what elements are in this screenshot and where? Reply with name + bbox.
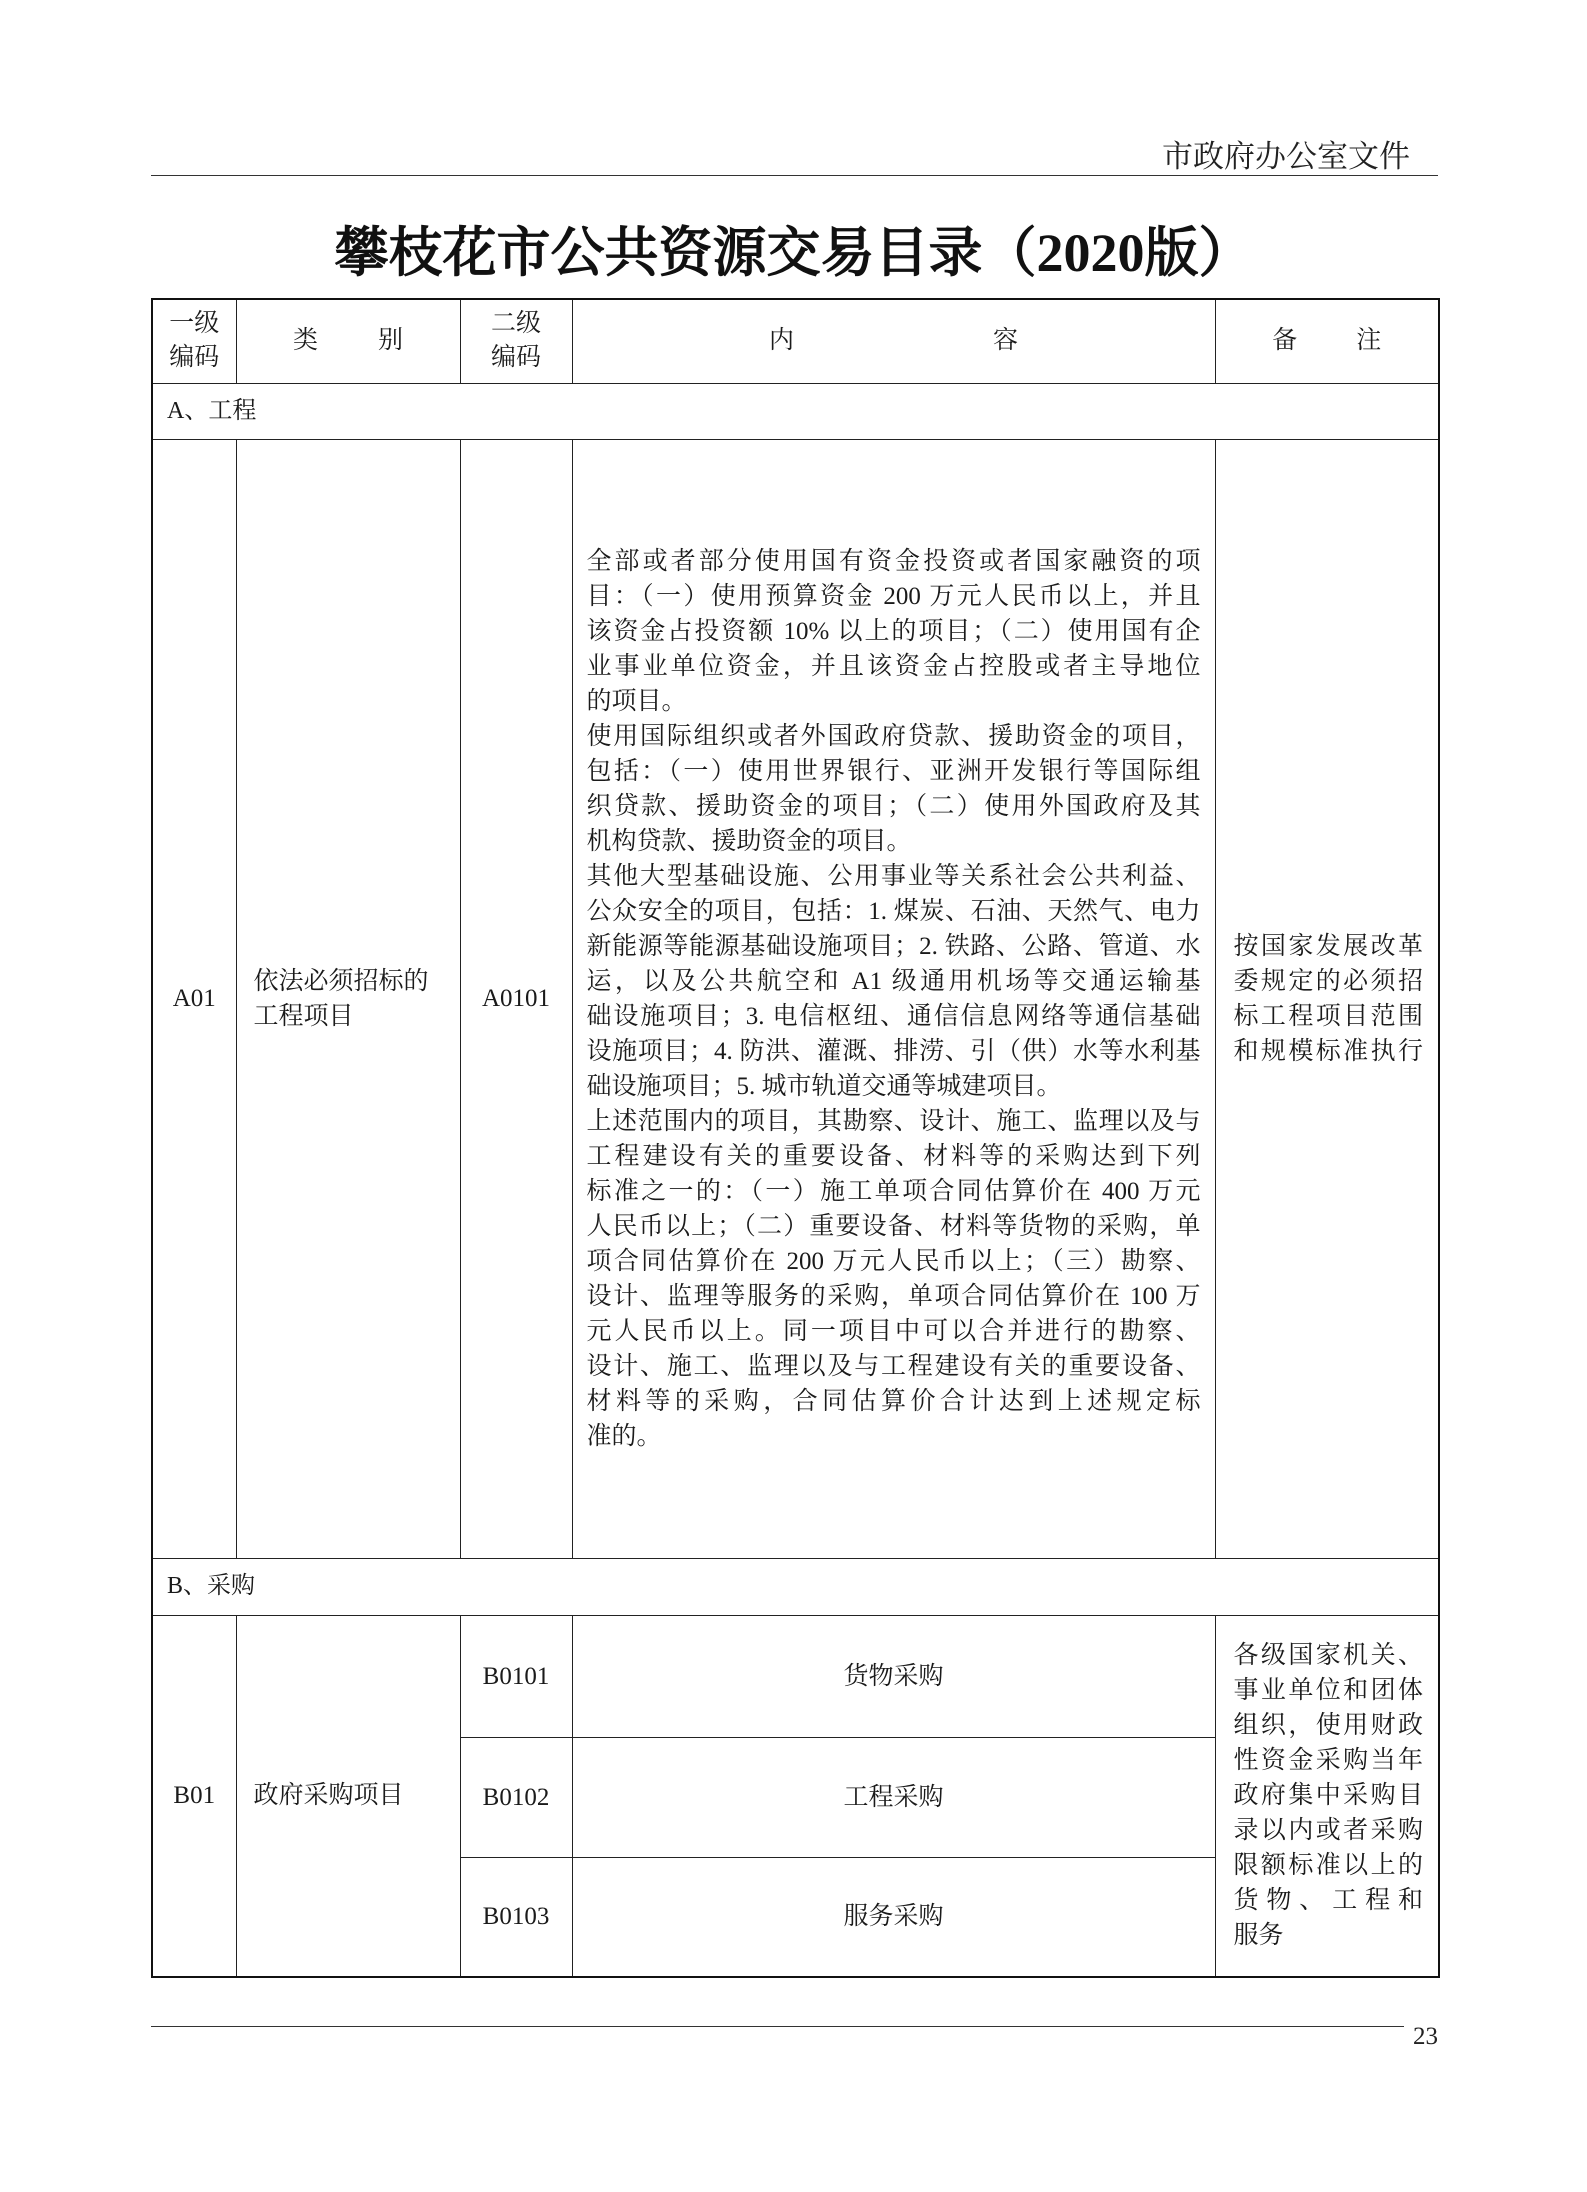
- header-remarks: [1215, 299, 1439, 383]
- remarks-line: 性资金采购当年: [1233, 1747, 1423, 1775]
- header-level1-code: [152, 299, 236, 383]
- header-category: [236, 299, 463, 383]
- content-line: 础设施项目；5. 城市轨道交通等城建项目。: [586, 1072, 1062, 1100]
- content-line: 运，以及公共航空和 A1 级通用机场等交通运输基: [586, 967, 1201, 995]
- remarks-line: 录以内或者采购: [1233, 1817, 1423, 1845]
- remarks-line: 组织，使用财政: [1233, 1712, 1423, 1740]
- remarks-a01: [1215, 439, 1439, 1558]
- remarks-line: 货物、工程和: [1233, 1887, 1423, 1915]
- content-line: 业事业单位资金，并且该资金占控股或者主导地位: [586, 652, 1201, 680]
- running-header: 市政府办公室文件: [1162, 139, 1410, 175]
- header-level2-code: [460, 299, 572, 383]
- content-line: 目：（一）使用预算资金 200 万元人民币以上，并且: [586, 582, 1201, 610]
- content-line: 元人民币以上。同一项目中可以合并进行的勘察、: [586, 1317, 1201, 1345]
- table-header-row: [152, 299, 1439, 383]
- content-text: [587, 544, 1201, 1454]
- content-paragraph: [587, 1104, 1201, 1454]
- category-a01: [236, 439, 460, 1558]
- section-label-procurement: B、采购: [152, 1558, 1439, 1615]
- level2-code-b0101: B0101: [460, 1615, 572, 1737]
- content-line: 设计、施工、监理以及与工程建设有关的重要设备、: [586, 1352, 1201, 1380]
- content-paragraph: [587, 544, 1201, 719]
- remarks-line: 委规定的必须招: [1233, 967, 1423, 995]
- remarks-line: 按国家发展改革: [1233, 932, 1423, 960]
- category-line: 工程项目: [253, 1002, 354, 1030]
- remarks-line: 各级国家机关、: [1233, 1642, 1423, 1670]
- content-paragraph: [587, 719, 1201, 859]
- header-rule: [151, 175, 1438, 176]
- remarks-b01: [1215, 1615, 1439, 1977]
- header-content: [572, 299, 1215, 383]
- content-line: 其他大型基础设施、公用事业等关系社会公共利益、: [586, 862, 1201, 890]
- remarks-text: [1234, 1638, 1424, 1953]
- page-number: 23: [1413, 2023, 1438, 2050]
- category-b01: 政府采购项目: [236, 1615, 460, 1977]
- remarks-text: [1234, 929, 1424, 1069]
- section-row-a: [152, 383, 1439, 439]
- header-level1-code-line: 一级: [169, 310, 220, 338]
- category-line: 依法必须招标的: [253, 967, 429, 995]
- header-remarks-label: 备注: [1272, 327, 1441, 355]
- remarks-line: 事业单位和团体: [1233, 1677, 1423, 1705]
- content-line: 使用国际组织或者外国政府贷款、援助资金的项目，: [586, 722, 1201, 750]
- table-row-b0101: [152, 1615, 1439, 1737]
- content-line: 包括：（一）使用世界银行、亚洲开发银行等国际组: [586, 757, 1201, 785]
- level2-code-b0102: B0102: [460, 1737, 572, 1857]
- content-a0101: [572, 439, 1215, 1558]
- content-b0103: 服务采购: [572, 1857, 1215, 1977]
- content-line: 机构贷款、援助资金的项目。: [586, 827, 912, 855]
- footer-rule: [151, 2026, 1404, 2027]
- content-line: 上述范围内的项目，其勘察、设计、施工、监理以及与: [586, 1107, 1201, 1135]
- content-line: 人民币以上；（二）重要设备、材料等货物的采购，单: [586, 1212, 1201, 1240]
- level2-code-b0103: B0103: [460, 1857, 572, 1977]
- level1-code-b01: B01: [152, 1615, 236, 1977]
- content-line: 标准之一的：（一）施工单项合同估算价在 400 万元: [586, 1177, 1201, 1205]
- header-category-label: 类别: [292, 327, 463, 355]
- section-row-b: [152, 1558, 1439, 1615]
- content-b0101: 货物采购: [572, 1615, 1215, 1737]
- content-line: 公众安全的项目，包括：1. 煤炭、石油、天然气、电力: [586, 897, 1201, 925]
- catalog-table: [151, 298, 1440, 1978]
- remarks-line: 标工程项目范围: [1233, 1002, 1423, 1030]
- remarks-line: 限额标准以上的: [1233, 1852, 1423, 1880]
- content-line: 设计、监理等服务的采购，单项合同估算价在 100 万: [586, 1282, 1201, 1310]
- content-line: 织贷款、援助资金的项目；（二）使用外国政府及其: [586, 792, 1201, 820]
- header-level1-code-line: 编码: [169, 344, 220, 372]
- content-line: 项合同估算价在 200 万元人民币以上；（三）勘察、: [586, 1247, 1201, 1275]
- content-line: 新能源等能源基础设施项目；2. 铁路、公路、管道、水: [586, 932, 1201, 960]
- level1-code-a01: A01: [152, 439, 236, 1558]
- content-line: 准的。: [586, 1422, 662, 1450]
- header-content-label: 内容: [768, 327, 1217, 355]
- level2-code-a0101: A0101: [460, 439, 572, 1558]
- table-row-a01: [152, 439, 1439, 1558]
- category-text: [254, 964, 450, 1034]
- section-label-engineering: A、工程: [152, 383, 1439, 439]
- content-line: 全部或者部分使用国有资金投资或者国家融资的项: [586, 547, 1201, 575]
- header-level2-code-line: 二级: [490, 310, 541, 338]
- header-level2-code-line: 编码: [490, 344, 541, 372]
- content-line: 工程建设有关的重要设备、材料等的采购达到下列: [586, 1142, 1201, 1170]
- content-paragraph: [587, 859, 1201, 1104]
- remarks-line: 政府集中采购目: [1233, 1782, 1423, 1810]
- content-line: 设施项目；4. 防洪、灌溉、排涝、引（供）水等水利基: [586, 1037, 1201, 1065]
- content-line: 材料等的采购，合同估算价合计达到上述规定标: [586, 1387, 1201, 1415]
- content-line: 础设施项目；3. 电信枢纽、通信信息网络等通信基础: [586, 1002, 1201, 1030]
- remarks-line: 服务: [1233, 1922, 1284, 1950]
- document-title: 攀枝花市公共资源交易目录（2020版）: [334, 223, 1253, 283]
- remarks-line: 和规模标准执行: [1233, 1037, 1423, 1065]
- content-line: 该资金占投资额 10% 以上的项目；（二）使用国有企: [586, 617, 1201, 645]
- content-b0102: 工程采购: [572, 1737, 1215, 1857]
- content-line: 的项目。: [586, 687, 687, 715]
